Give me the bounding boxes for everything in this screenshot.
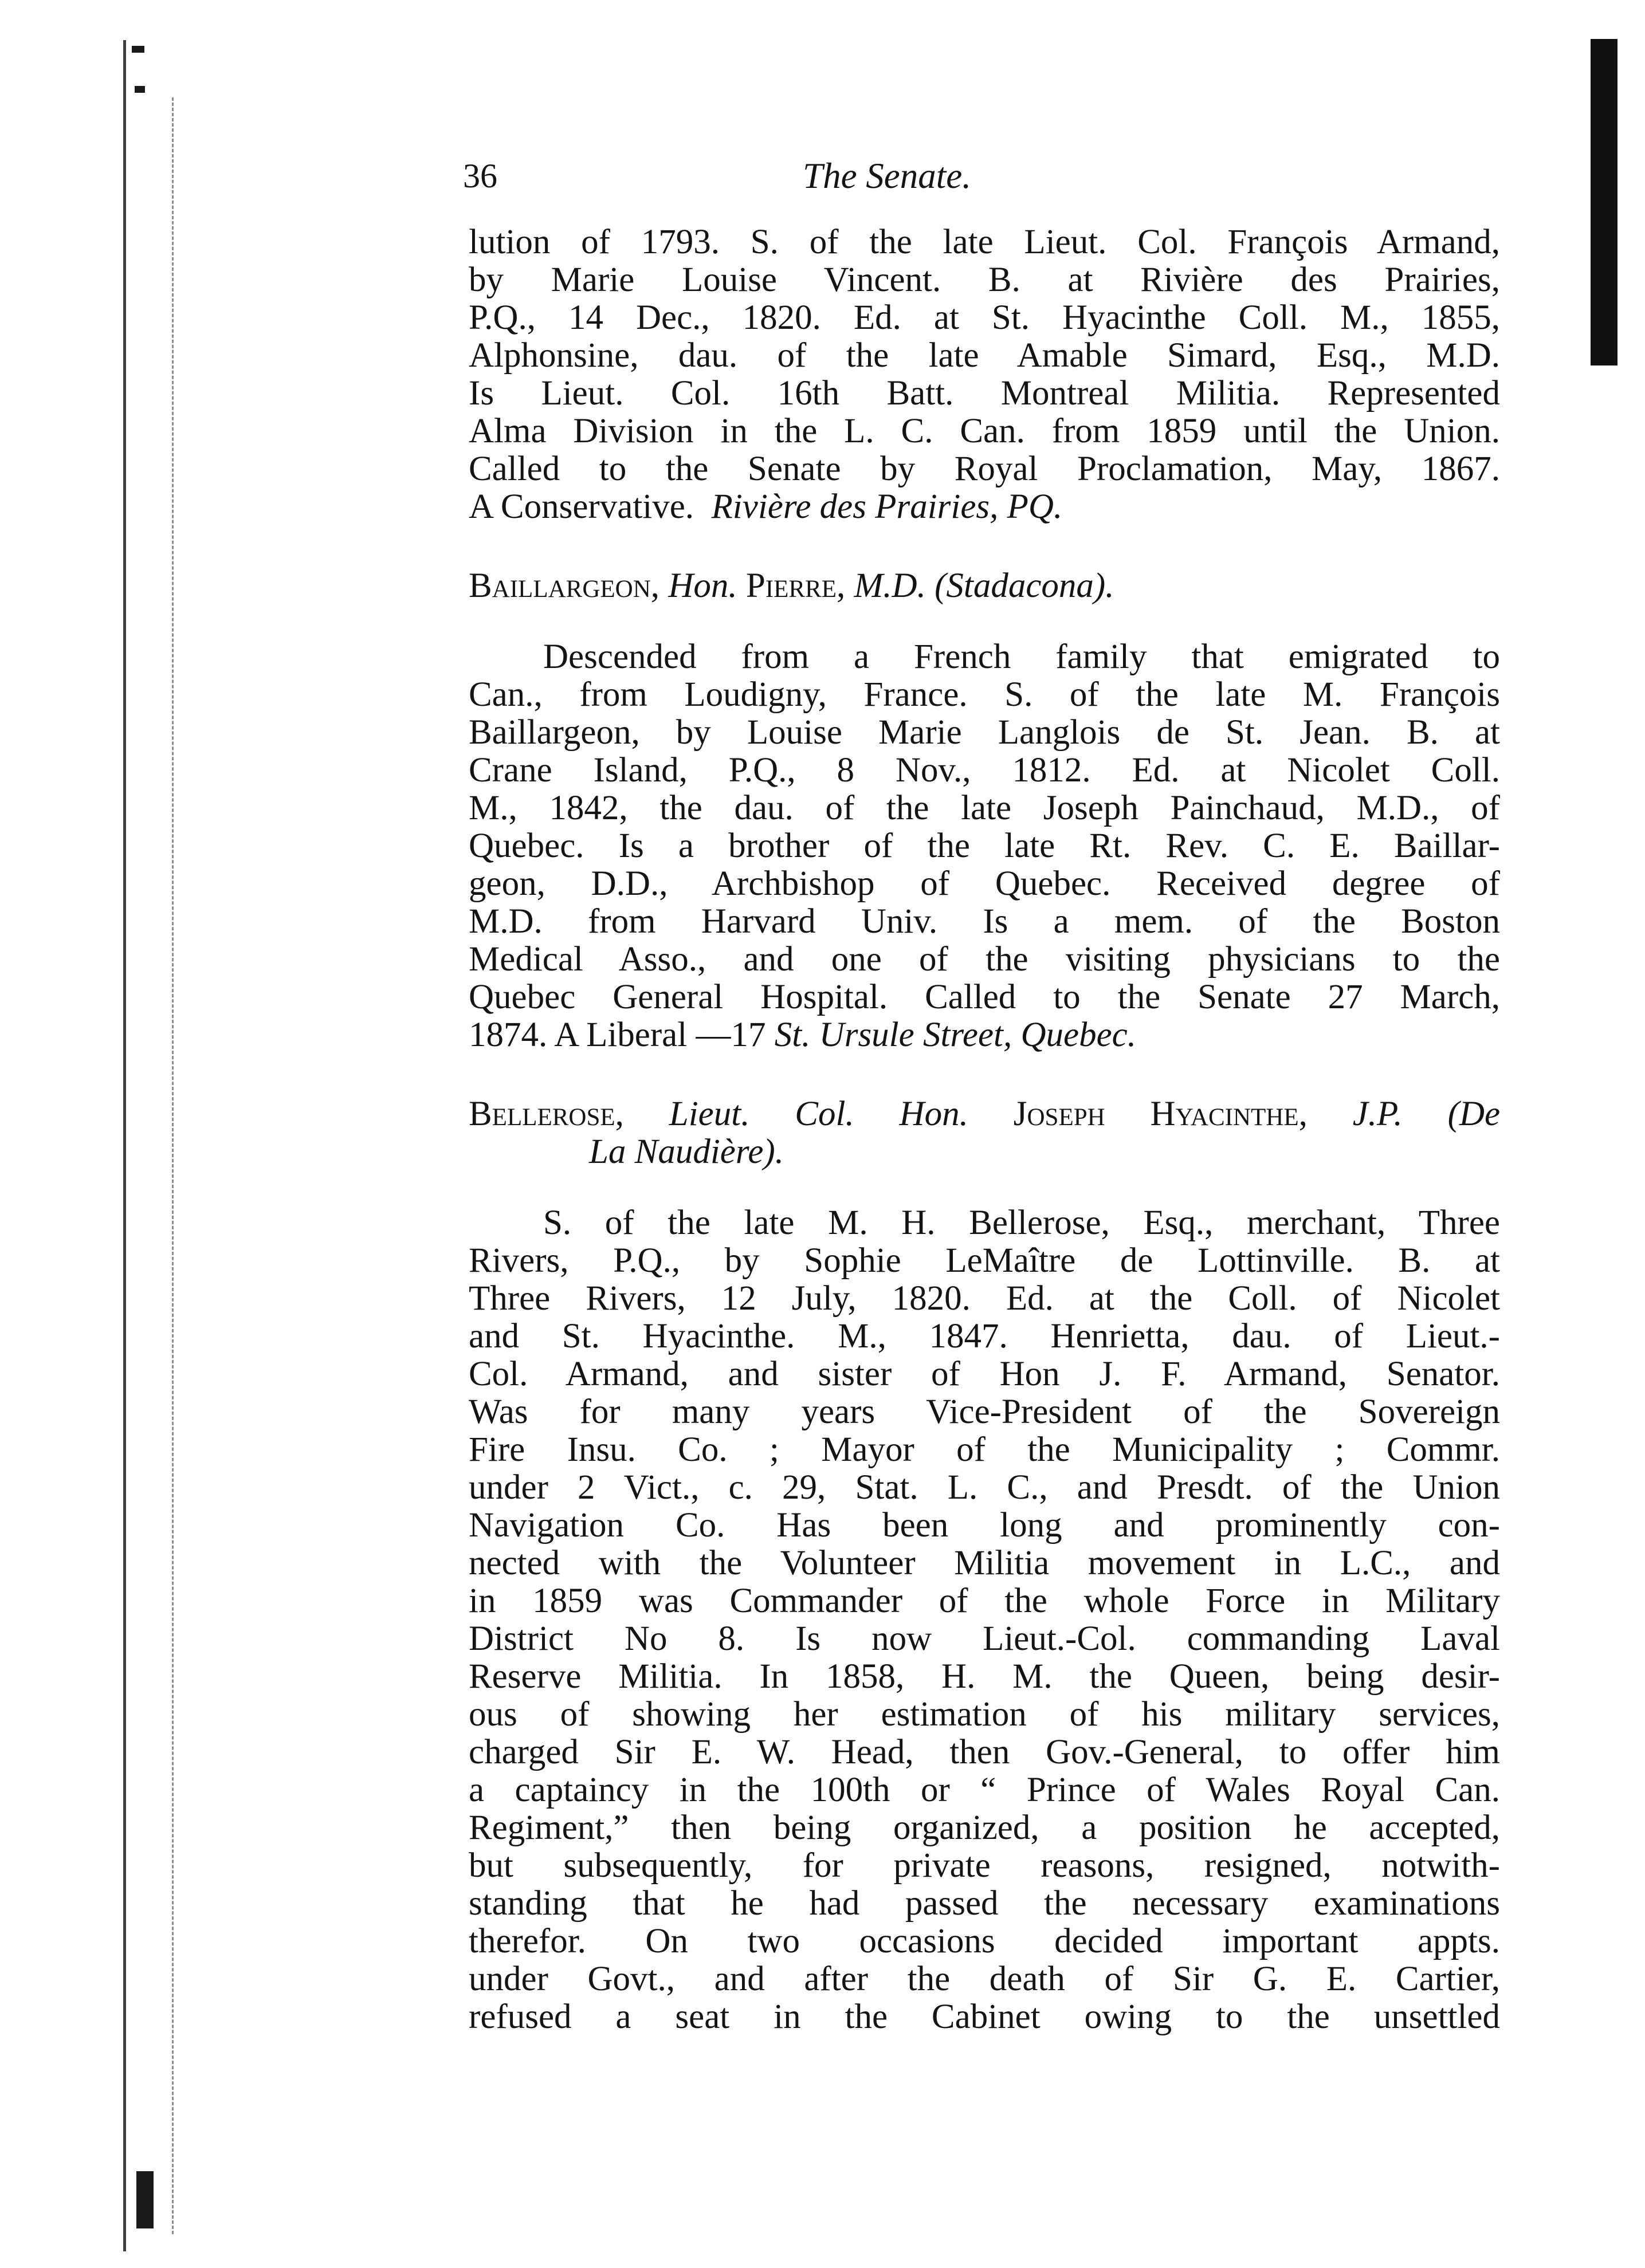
forename: Pierre,: [745, 567, 846, 605]
party-affiliation: 1874. A Liberal —17: [469, 1016, 766, 1054]
text-line: a captaincy in the 100th or “ Prince of Wales Royal Can.: [469, 1771, 1500, 1809]
text-line: nected with the Volunteer Militia movement in L.C., and: [469, 1544, 1500, 1582]
text-line: Alphonsine, dau. of the late Amable Simard, Esq., M.D.: [469, 336, 1500, 375]
entry-bellerose: [469, 1204, 1500, 2036]
text-line: District No 8. Is now Lieut.-Col. commanding Laval: [469, 1620, 1500, 1658]
entry-baillargeon: [469, 638, 1500, 1054]
text-line: under 2 Vict., c. 29, Stat. L. C., and Presdt. of the Union: [469, 1468, 1500, 1507]
text-line: Rivers, P.Q., by Sophie LeMaître de Lottinville. B. at: [469, 1241, 1500, 1280]
text-line: Reserve Militia. In 1858, H. M. the Queen, being desir-: [469, 1657, 1500, 1696]
text-line: S. of the late M. H. Bellerose, Esq., merchant, Three: [543, 1204, 1500, 1242]
designation: J.P.: [1352, 1095, 1403, 1133]
entry-heading-baillargeon: [469, 567, 1500, 605]
text-line: Called to the Senate by Royal Proclamation, May, 1867.: [469, 450, 1500, 488]
surname: Bellerose,: [469, 1095, 624, 1133]
heading-line: [469, 567, 1500, 605]
text-line: Can., from Loudigny, France. S. of the late M. François: [469, 675, 1500, 714]
address: Rivière des Prairies, PQ.: [711, 488, 1063, 526]
text-line: Is Lieut. Col. 16th Batt. Montreal Militia. Represented: [469, 374, 1500, 412]
entry-armand-continued: [469, 223, 1500, 526]
text-line: therefor. On two occasions decided important appts.: [469, 1922, 1500, 1960]
binding-shadow: [172, 97, 174, 2234]
entry-heading-bellerose: [469, 1095, 1500, 1171]
text-line: Alma Division in the L. C. Can. from 1859 until the Union.: [469, 412, 1500, 450]
text-line: ous of showing her estimation of his military services,: [469, 1695, 1500, 1734]
text-line: charged Sir E. W. Head, then Gov.-General, to offer him: [469, 1733, 1500, 1771]
text-line: under Govt., and after the death of Sir G. E. Cartier,: [469, 1960, 1500, 1998]
text-line: in 1859 was Commander of the whole Force in Military: [469, 1582, 1500, 1620]
binding-edge: [123, 40, 139, 2251]
text-line: and St. Hyacinthe. M., 1847. Henrietta, dau. of Lieut.-: [469, 1317, 1500, 1355]
text-line: Fire Insu. Co. ; Mayor of the Municipality ; Commr.: [469, 1430, 1500, 1469]
text-line: lution of 1793. S. of the late Lieut. Col. François Armand,: [469, 223, 1500, 261]
text-line: Descended from a French family that emigrated to: [543, 638, 1500, 676]
address: St. Ursule Street, Quebec.: [774, 1016, 1136, 1054]
text-line: M.D. from Harvard Univ. Is a mem. of the Boston: [469, 902, 1500, 941]
text-line: [469, 1016, 1500, 1054]
senate-division: (Stadacona).: [935, 567, 1114, 605]
running-head: The Senate.: [803, 156, 971, 196]
text-line: refused a seat in the Cabinet owing to the unsettled: [469, 1998, 1500, 2036]
text-line: P.Q., 14 Dec., 1820. Ed. at St. Hyacinthe Coll. M., 1855,: [469, 298, 1500, 337]
text-line: Baillargeon, by Louise Marie Langlois de St. Jean. B. at: [469, 713, 1500, 752]
forename: Joseph Hyacinthe,: [1013, 1095, 1308, 1133]
text-line: Medical Asso., and one of the visiting physicians to the: [469, 940, 1500, 978]
text-line: by Marie Louise Vincent. B. at Rivière des Prairies,: [469, 261, 1500, 299]
text-line: Regiment,” then being organized, a position he accepted,: [469, 1809, 1500, 1847]
text-line: [469, 488, 1500, 526]
text-line: Quebec. Is a brother of the late Rt. Rev. C. E. Baillar-: [469, 827, 1500, 865]
text-line: M., 1842, the dau. of the late Joseph Painchaud, M.D., of: [469, 789, 1500, 827]
scan-edge-bar: [1591, 39, 1617, 365]
text-line: but subsequently, for private reasons, resigned, notwith-: [469, 1846, 1500, 1885]
surname: Baillargeon,: [469, 567, 660, 605]
text-line: Col. Armand, and sister of Hon J. F. Armand, Senator.: [469, 1355, 1500, 1393]
page-number: 36: [463, 157, 497, 195]
text-line: Was for many years Vice-President of the Sovereign: [469, 1393, 1500, 1431]
honorific: Lieut. Col. Hon.: [669, 1095, 968, 1133]
text-line: geon, D.D., Archbishop of Quebec. Received degree of: [469, 864, 1500, 903]
text-line: standing that he had passed the necessary examinations: [469, 1884, 1500, 1923]
party-affiliation: A Conservative.: [469, 488, 694, 526]
body-text: [469, 223, 1500, 2036]
degree: M.D.: [854, 567, 926, 605]
text-line: Three Rivers, 12 July, 1820. Ed. at the Coll. of Nicolet: [469, 1279, 1500, 1318]
honorific: Hon.: [668, 567, 737, 605]
senate-division: (De: [1447, 1095, 1501, 1133]
text-line: Navigation Co. Has been long and prominently con-: [469, 1506, 1500, 1544]
scan-mark: [135, 86, 145, 93]
text-line: Crane Island, P.Q., 8 Nov., 1812. Ed. at Nicolet Coll.: [469, 751, 1500, 789]
senate-division-continued: La Naudière).: [589, 1133, 784, 1171]
heading-line: [469, 1095, 1500, 1133]
page-header: [463, 150, 1093, 202]
scan-mark: [132, 46, 144, 53]
scan-mark: [136, 2171, 154, 2228]
text-line: Quebec General Hospital. Called to the Senate 27 March,: [469, 978, 1500, 1016]
